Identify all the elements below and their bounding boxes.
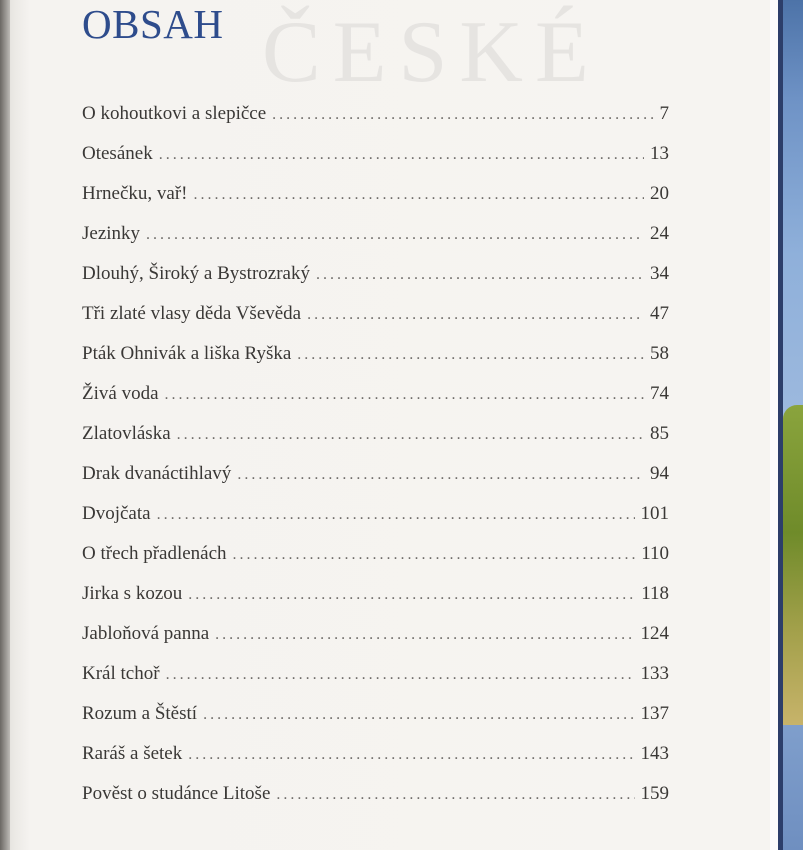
toc-entry-title: Dvojčata	[82, 503, 151, 524]
toc-entry-title: Jirka s kozou	[82, 583, 183, 604]
dot-leader	[146, 226, 644, 244]
toc-entry-page-number: 7	[659, 103, 669, 124]
toc-entry-title: Drak dvanáctihlavý	[82, 463, 232, 484]
dot-leader	[165, 386, 644, 404]
dot-leader	[159, 146, 644, 164]
gutter-shadow	[0, 0, 10, 850]
dot-leader	[177, 426, 644, 444]
toc-entry	[82, 743, 669, 783]
page-edge	[770, 0, 778, 850]
toc-entry-title: Otesánek	[82, 143, 153, 164]
toc-entry-title: Pták Ohnivák a liška Ryška	[82, 343, 292, 364]
dot-leader	[307, 306, 644, 324]
toc-entry	[82, 503, 669, 543]
toc-entry-page-number: 85	[650, 423, 669, 444]
toc-entry	[82, 103, 669, 143]
toc-entry-page-number: 13	[650, 143, 669, 164]
toc-entry-page-number: 94	[650, 463, 669, 484]
toc-entry	[82, 423, 669, 463]
toc-entry-title: Rozum a Štěstí	[82, 703, 198, 724]
toc-entry	[82, 343, 669, 383]
toc-entry-page-number: 159	[640, 783, 669, 804]
toc-entry-page-number: 124	[640, 623, 669, 644]
dot-leader	[188, 746, 634, 764]
toc-entry-title: Jabloňová panna	[82, 623, 210, 644]
dot-leader	[188, 586, 635, 604]
ghost-watermark-text: ČESKÉ	[262, 4, 601, 101]
toc-entry-title: Hrnečku, vař!	[82, 183, 188, 204]
toc-entry-title: Pověst o studánce Litoše	[82, 783, 271, 804]
toc-entry	[82, 223, 669, 263]
toc-entry-page-number: 34	[650, 263, 669, 284]
toc-entry	[82, 623, 669, 663]
toc-entry	[82, 543, 669, 583]
toc-entry	[82, 303, 669, 343]
toc-entry-page-number: 118	[641, 583, 669, 604]
toc-entry-page-number: 74	[650, 383, 669, 404]
dot-leader	[157, 506, 635, 524]
dot-leader	[272, 106, 653, 124]
toc-entry-page-number: 101	[640, 503, 669, 524]
dot-leader	[166, 666, 635, 684]
dot-leader	[237, 466, 644, 484]
table-of-contents	[82, 103, 669, 823]
toc-entry	[82, 263, 669, 303]
toc-entry-page-number: 24	[650, 223, 669, 244]
toc-entry-page-number: 110	[641, 543, 669, 564]
toc-entry	[82, 583, 669, 623]
dot-leader	[203, 706, 634, 724]
toc-entry-page-number: 58	[650, 343, 669, 364]
toc-entry-title: Zlatovláska	[82, 423, 171, 444]
page-title: OBSAH	[82, 1, 224, 47]
toc-entry-title: O třech přadlenách	[82, 543, 227, 564]
toc-entry-page-number: 137	[640, 703, 669, 724]
dot-leader	[233, 546, 636, 564]
toc-entry-page-number: 20	[650, 183, 669, 204]
toc-entry-title: Jezinky	[82, 223, 141, 244]
dot-leader	[316, 266, 644, 284]
dot-leader	[297, 346, 644, 364]
toc-entry-title: Dlouhý, Široký a Bystrozraký	[82, 263, 310, 284]
toc-entry	[82, 783, 669, 823]
toc-entry-title: Raráš a šetek	[82, 743, 183, 764]
toc-entry-title: Živá voda	[82, 383, 159, 404]
toc-entry-page-number: 133	[640, 663, 669, 684]
dot-leader	[276, 786, 634, 804]
illustration-hill	[783, 405, 803, 725]
toc-entry-page-number: 47	[650, 303, 669, 324]
toc-entry	[82, 463, 669, 503]
toc-entry	[82, 383, 669, 423]
toc-entry	[82, 183, 669, 223]
toc-entry-title: Tři zlaté vlasy děda Vševěda	[82, 303, 302, 324]
toc-entry-title: Král tchoř	[82, 663, 160, 684]
toc-entry	[82, 703, 669, 743]
toc-entry-title: O kohoutkovi a slepičce	[82, 103, 267, 124]
toc-entry-page-number: 143	[640, 743, 669, 764]
toc-entry	[82, 143, 669, 183]
dot-leader	[215, 626, 634, 644]
toc-entry	[82, 663, 669, 703]
dot-leader	[194, 186, 644, 204]
